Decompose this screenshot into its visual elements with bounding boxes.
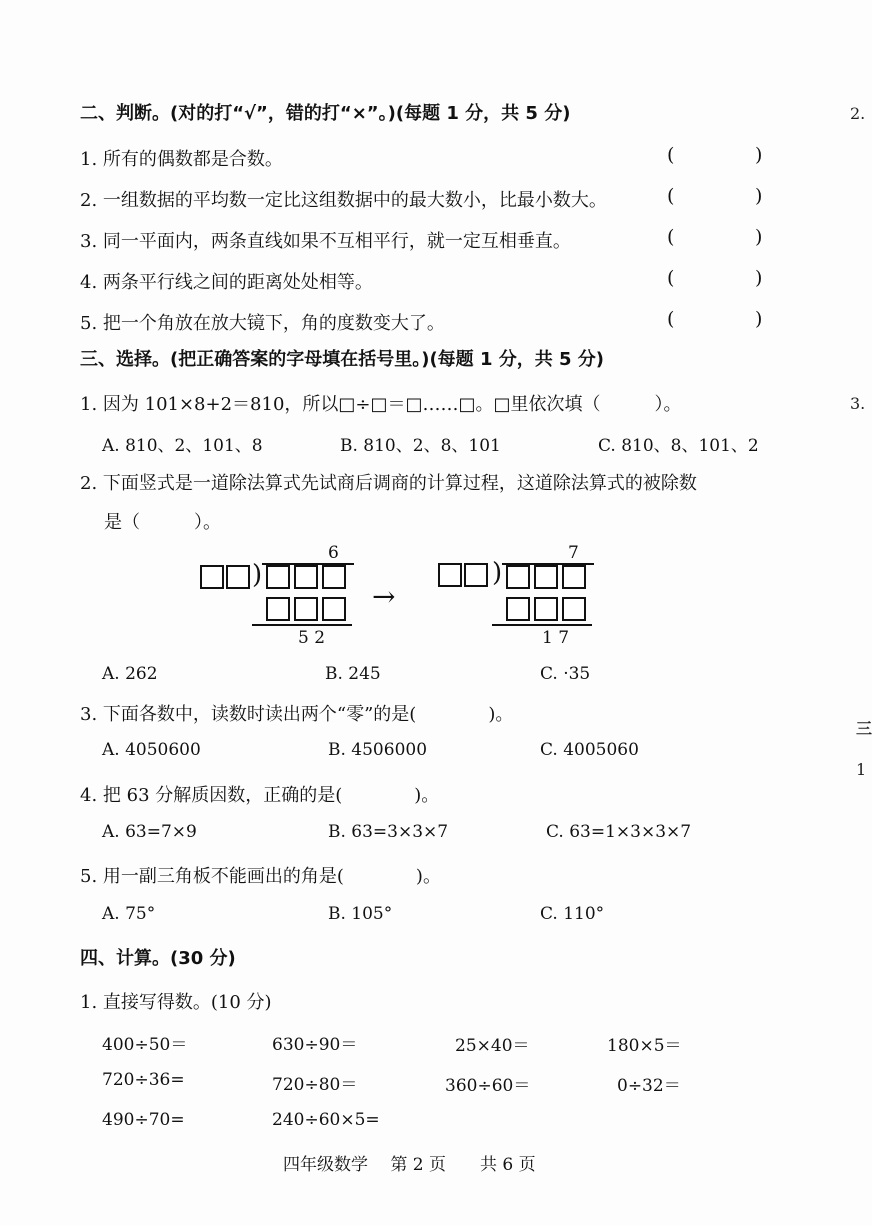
judgement-item: 5. 把一个角放在放大镜下，角的度数变大了。 [80, 313, 445, 334]
edge-mark: 2. [850, 104, 866, 123]
digit-box [562, 597, 586, 621]
digit-box [464, 563, 488, 587]
calc-item: 720÷80＝ [272, 1075, 358, 1095]
division-bracket: ) [252, 560, 263, 590]
calc-item: 400÷50＝ [102, 1035, 188, 1055]
subtraction-line [492, 624, 592, 626]
digit-box [266, 565, 290, 589]
option-b: B. 105° [328, 904, 393, 924]
calc-item: 180×5＝ [607, 1036, 682, 1056]
quotient-digit: 6 [328, 543, 339, 563]
question-text: 4. 把 63 分解质因数，正确的是( )。 [80, 785, 440, 806]
question-text: 是（ ）。 [104, 512, 221, 533]
answer-paren-close: ) [755, 185, 763, 207]
option-a: A. 262 [102, 664, 158, 684]
option-a: A. 75° [102, 904, 156, 924]
calc-item: 360÷60＝ [445, 1076, 531, 1096]
option-c: C. ·35 [540, 664, 591, 684]
option-c: C. 4005060 [540, 740, 639, 760]
answer-paren-close: ) [755, 308, 763, 330]
calc-item: 240÷60×5= [272, 1110, 380, 1130]
option-b: B. 63=3×3×7 [328, 822, 449, 842]
judgement-item: 3. 同一平面内，两条直线如果不互相平行，就一定互相垂直。 [80, 231, 571, 252]
option-a: A. 810、2、101、8 [102, 436, 263, 456]
judgement-item: 1. 所有的偶数都是合数。 [80, 149, 283, 170]
arrow-icon: → [372, 580, 396, 613]
digit-box [200, 565, 224, 589]
judgement-item: 2. 一组数据的平均数一定比这组数据中的最大数小，比最小数大。 [80, 190, 607, 211]
calc-item: 490÷70= [102, 1110, 185, 1130]
option-a: A. 4050600 [102, 740, 201, 760]
remainder-digits: 5 2 [298, 628, 326, 648]
question-text: 2. 下面竖式是一道除法算式先试商后调商的计算过程，这道除法算式的被除数 [80, 473, 697, 494]
remainder-digits: 1 7 [542, 628, 570, 648]
answer-paren-close: ) [755, 144, 763, 166]
digit-box [438, 563, 462, 587]
page-footer: 四年级数学 第 2 页 共 6 页 [283, 1155, 536, 1175]
question-text: 1. 因为 101×8+2＝810，所以□÷□＝□……□。□里依次填（ ）。 [80, 394, 682, 415]
calc-item: 720÷36= [102, 1070, 185, 1090]
digit-box [322, 597, 346, 621]
option-c: C. 810、8、101、2 [598, 436, 759, 456]
question-text: 5. 用一副三角板不能画出的角是( )。 [80, 866, 441, 887]
digit-box [534, 597, 558, 621]
digit-box [322, 565, 346, 589]
digit-box [506, 597, 530, 621]
option-c: C. 63=1×3×3×7 [546, 822, 692, 842]
edge-mark: 三 [856, 719, 872, 738]
digit-box [506, 565, 530, 589]
option-a: A. 63=7×9 [102, 822, 197, 842]
subtraction-line [252, 624, 352, 626]
section-title-choice: 三、选择。(把正确答案的字母填在括号里。)(每题 1 分，共 5 分) [80, 349, 605, 370]
answer-paren-open: ( [667, 267, 675, 289]
answer-paren-close: ) [755, 267, 763, 289]
calc-item: 0÷32＝ [617, 1076, 681, 1096]
answer-paren-open: ( [667, 226, 675, 248]
option-c: C. 110° [540, 904, 605, 924]
calc-item: 630÷90＝ [272, 1035, 358, 1055]
option-b: B. 4506000 [328, 740, 428, 760]
calc-item: 25×40＝ [455, 1036, 530, 1056]
digit-box [534, 565, 558, 589]
section-title-calculation: 四、计算。(30 分) [80, 948, 236, 969]
digit-box [562, 565, 586, 589]
option-b: B. 810、2、8、101 [340, 436, 501, 456]
division-bracket: ) [492, 558, 503, 588]
judgement-item: 4. 两条平行线之间的距离处处相等。 [80, 272, 373, 293]
digit-box [266, 597, 290, 621]
answer-paren-open: ( [667, 185, 675, 207]
quotient-digit: 7 [568, 543, 579, 563]
digit-box [294, 565, 318, 589]
option-b: B. 245 [325, 664, 381, 684]
digit-box [226, 565, 250, 589]
question-text: 3. 下面各数中，读数时读出两个“零”的是( )。 [80, 704, 514, 725]
section-title-judgement: 二、判断。(对的打“√”，错的打“×”。)(每题 1 分，共 5 分) [80, 103, 571, 124]
answer-paren-close: ) [755, 226, 763, 248]
edge-mark: 1 [856, 760, 867, 779]
answer-paren-open: ( [667, 308, 675, 330]
digit-box [294, 597, 318, 621]
subsection-title: 1. 直接写得数。(10 分) [80, 992, 272, 1013]
edge-mark: 3. [850, 394, 866, 413]
answer-paren-open: ( [667, 144, 675, 166]
